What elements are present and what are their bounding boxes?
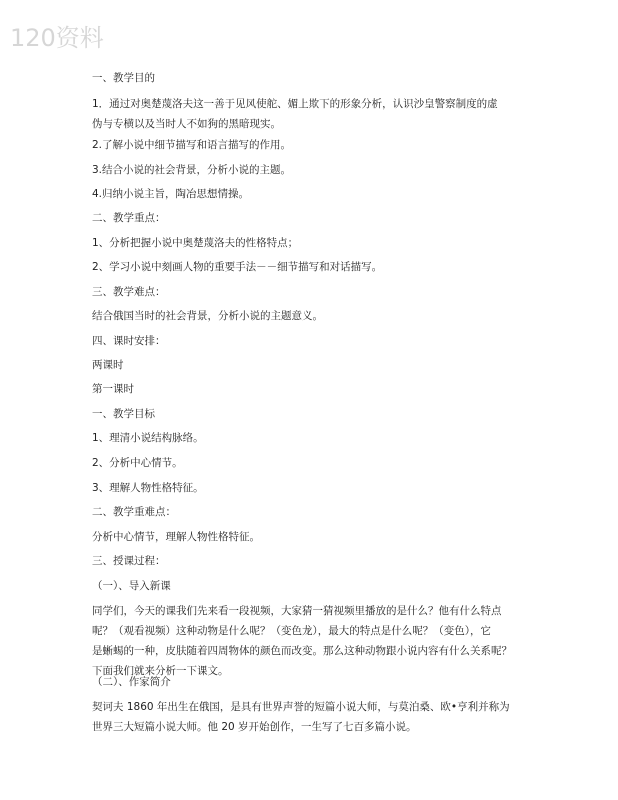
objective-1: 1、理清小说结构脉络。 bbox=[92, 432, 204, 444]
key-difficult-text: 分析中心情节，理解人物性格特征。 bbox=[92, 531, 260, 543]
author-line-1: 契诃夫 1860 年出生在俄国，是具有世界声誉的短篇小说大师，与莫泊桑、欧•亨利并称为 bbox=[92, 701, 510, 713]
schedule-text: 两课时 bbox=[92, 359, 124, 371]
key-point-2: 2、学习小说中刻画人物的重要手法－－细节描写和对话描写。 bbox=[92, 261, 383, 273]
heading-key-difficult: 二、教学重难点： bbox=[92, 506, 176, 518]
objective-3: 3、理解人物性格特征。 bbox=[92, 482, 204, 494]
purpose-item-2: 2.了解小说中细节描写和语言描写的作用。 bbox=[92, 139, 292, 151]
purpose-item-1 bbox=[92, 94, 532, 134]
watermark-logo: 120资料 bbox=[10, 24, 104, 52]
subheading-author: （二）、作家简介 bbox=[92, 676, 171, 688]
author-line-2: 世界三大短篇小说大师。他 20 岁开始创作，一生写了七百多篇小说。 bbox=[92, 721, 417, 733]
heading-teaching-purpose: 一、教学目的 bbox=[92, 72, 155, 84]
subheading-intro: （一）、导入新课 bbox=[92, 580, 171, 592]
purpose-item-1-line-2: 伪与专横以及当时人不如狗的黑暗现实。 bbox=[92, 118, 281, 130]
purpose-item-3: 3.结合小说的社会背景，分析小说的主题。 bbox=[92, 164, 292, 176]
heading-first-lesson: 第一课时 bbox=[92, 383, 134, 395]
key-point-1: 1、分析把握小说中奥楚蔑洛夫的性格特点； bbox=[92, 237, 299, 249]
heading-objectives: 一、教学目标 bbox=[92, 408, 155, 420]
author-paragraph bbox=[92, 697, 532, 737]
heading-key-points: 二、教学重点： bbox=[92, 212, 166, 224]
heading-schedule: 四、课时安排： bbox=[92, 335, 166, 347]
objective-2: 2、分析中心情节。 bbox=[92, 457, 183, 469]
intro-line-1: 同学们，今天的课我们先来看一段视频，大家猜一猜视频里播放的是什么？他有什么特点 bbox=[92, 605, 502, 617]
intro-paragraph bbox=[92, 601, 532, 681]
purpose-item-1-line-1: 1．通过对奥楚蔑洛夫这一善于见风使舵、媚上欺下的形象分析，认识沙皇警察制度的虚 bbox=[92, 98, 498, 110]
intro-line-2: 呢？（观看视频）这种动物是什么呢？（变色龙），最大的特点是什么呢？（变色），它 bbox=[92, 625, 491, 637]
heading-process: 三、授课过程： bbox=[92, 555, 166, 567]
difficulty-text: 结合俄国当时的社会背景，分析小说的主题意义。 bbox=[92, 310, 323, 322]
purpose-item-4: 4.归纳小说主旨，陶冶思想情操。 bbox=[92, 188, 250, 200]
intro-line-4: 下面我们就来分析一下课文。 bbox=[92, 665, 229, 677]
intro-line-3: 是蜥蜴的一种，皮肤随着四周物体的颜色而改变。那么这种动物跟小说内容有什么关系呢？ bbox=[92, 645, 512, 657]
heading-difficulties: 三、教学难点： bbox=[92, 286, 166, 298]
